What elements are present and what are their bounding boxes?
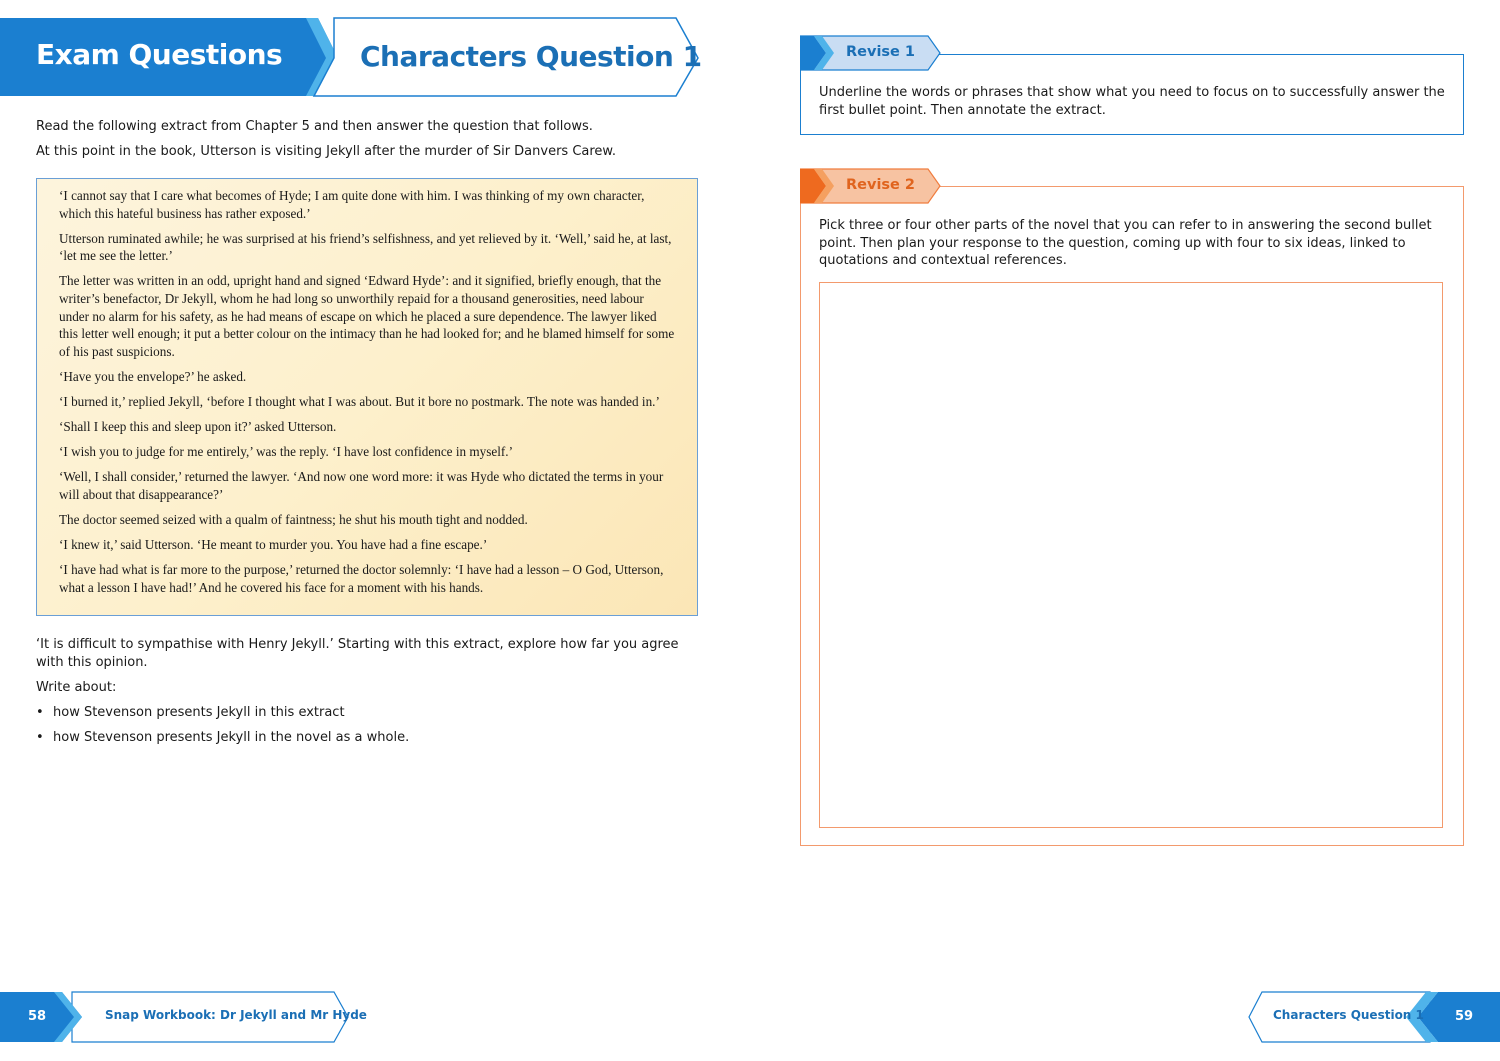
- bullet-icon: •: [36, 705, 44, 720]
- footer-book-title: Snap Workbook: Dr Jekyll and Mr Hyde: [105, 1008, 367, 1022]
- extract-paragraph: ‘I burned it,’ replied Jekyll, ‘before I thought what I was about. But it bore no postmark. The note was handed in.’: [59, 393, 660, 409]
- extract-paragraph: ‘I cannot say that I care what becomes of Hyde; I am quite done with him. I was thinking of my own character, which this hateful business has rather exposed.’: [59, 188, 645, 221]
- revise1-label: Revise 1: [846, 44, 916, 60]
- page-number-right: 59: [1455, 1009, 1474, 1024]
- answer-area[interactable]: [819, 282, 1443, 828]
- extract-paragraph: ‘I knew it,’ said Utterson. ‘He meant to murder you. You have had a fine escape.’: [59, 537, 488, 552]
- intro-instruction: Read the following extract from Chapter 5 and then answer the question that follows.: [36, 119, 593, 134]
- extract-paragraph: ‘Have you the envelope?’ he asked.: [59, 368, 247, 384]
- extract-paragraph: The letter was written in an odd, upright hand and signed ‘Edward Hyde’: and it signified, briefly enough, that the writer’s benefactor, Dr Jekyll, whom he had long so unworthily repaid for a thousand generosities, need labour under no alarm for his safety, as he had means of escape on which he placed a sure dependence. The lawyer liked this letter well enough; it put a better colour on the intimacy than he had looked for; and he blamed himself for some of his past suspicions.: [59, 273, 675, 359]
- extract-paragraph: ‘Shall I keep this and sleep upon it?’ asked Utterson.: [59, 419, 337, 435]
- extract-paragraph: ‘Well, I shall consider,’ returned the lawyer. ‘And now one word more: it was Hyde who dictated the terms in your will about that disappearance?’: [59, 469, 664, 502]
- write-about-label: Write about:: [36, 680, 117, 695]
- page-title: Characters Question 1: [360, 40, 702, 73]
- bullet-list: [36, 704, 696, 747]
- revise2-label: Revise 2: [846, 177, 916, 193]
- bullet-text: how Stevenson presents Jekyll in the novel as a whole.: [53, 730, 410, 745]
- section-title: Exam Questions: [36, 38, 283, 71]
- revise1-instructions: Underline the words or phrases that show what you need to focus on to successfully answer the first bullet point. Then annotate the extract.: [819, 85, 1445, 118]
- extract-paragraph: The doctor seemed seized with a qualm of faintness; he shut his mouth tight and nodded.: [59, 511, 528, 527]
- exam-question: [36, 636, 696, 754]
- bullet-icon: •: [36, 730, 44, 745]
- extract-paragraph: Utterson ruminated awhile; he was surprised at his friend’s selfishness, and yet relieved by it. ‘Well,’ said he, at last, ‘let me see the letter.’: [59, 230, 672, 264]
- bullet-text: how Stevenson presents Jekyll in this extract: [53, 705, 345, 720]
- list-item: [36, 729, 696, 747]
- extract-box: [36, 178, 698, 616]
- question-prompt: ‘It is difficult to sympathise with Henry Jekyll.’ Starting with this extract, explore how far you agree with this opinion.: [36, 637, 679, 670]
- page-number-left: 58: [28, 1009, 47, 1024]
- list-item: [36, 704, 696, 722]
- footer-section-title: Characters Question 1: [1273, 1008, 1424, 1022]
- intro-context: At this point in the book, Utterson is visiting Jekyll after the murder of Sir Danvers Carew.: [36, 144, 617, 159]
- extract-paragraph: ‘I wish you to judge for me entirely,’ was the reply. ‘I have lost confidence in myself.’: [59, 444, 513, 460]
- revise2-instructions: Pick three or four other parts of the novel that you can refer to in answering the second bullet point. Then plan your response to the question, coming up with four to six ideas, linked to quotations and contextual references.: [819, 218, 1432, 268]
- extract-paragraph: ‘I have had what is far more to the purpose,’ returned the doctor solemnly: ‘I have had a lesson – O God, Utterson, what a lesson I have had!’ And he covered his face for a moment with his hands.: [59, 562, 664, 595]
